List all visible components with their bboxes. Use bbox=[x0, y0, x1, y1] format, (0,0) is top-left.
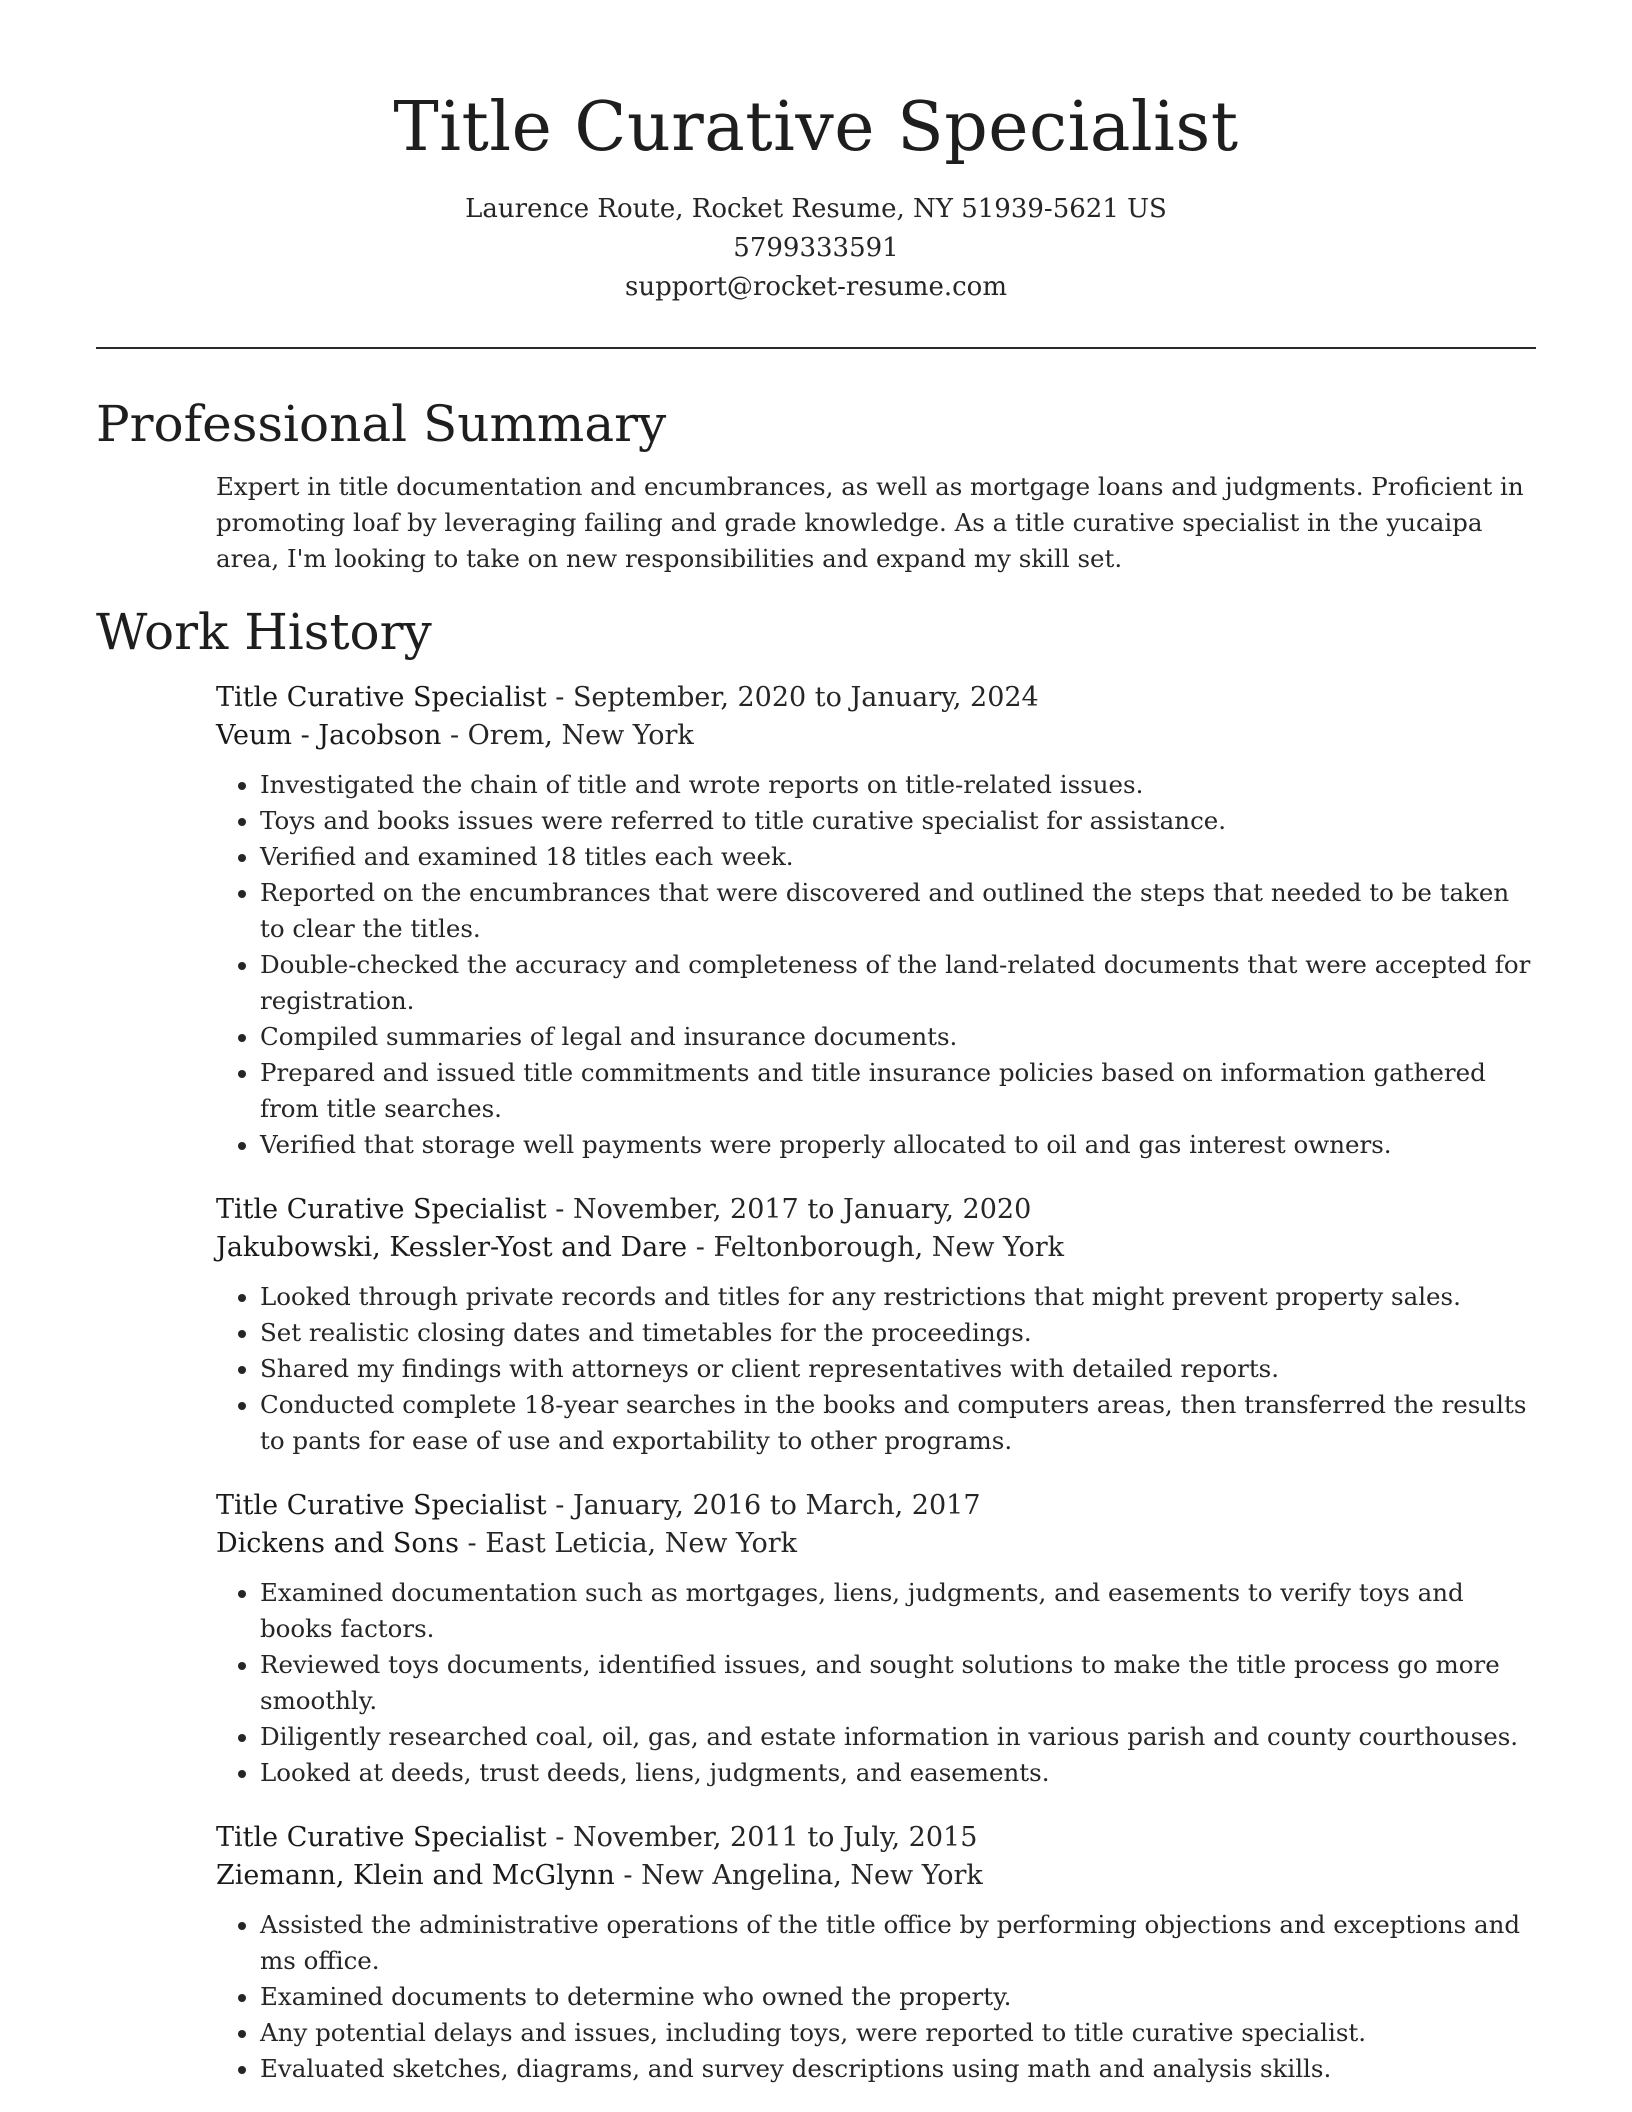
job-company: Ziemann, Klein and McGlynn bbox=[216, 1860, 615, 1891]
job-location: Orem, New York bbox=[467, 720, 694, 751]
job-dates: November, 2011 to July, 2015 bbox=[572, 1822, 978, 1853]
separator: - bbox=[687, 1232, 714, 1263]
resume-page bbox=[96, 0, 1536, 2087]
duty-item: • Assisted the administrative operations of the title office by performing objections and exceptions and ms office. bbox=[260, 1907, 1536, 1979]
job-company: Veum - Jacobson bbox=[216, 720, 442, 751]
duty-item: • Looked at deeds, trust deeds, liens, judgments, and easements. bbox=[260, 1755, 1536, 1791]
work-history-heading: Work History bbox=[96, 603, 432, 661]
separator: - bbox=[546, 1490, 573, 1521]
job-location: East Leticia, New York bbox=[485, 1528, 798, 1559]
duty-item: • Diligently researched coal, oil, gas, and estate information in various parish and county courthouses. bbox=[260, 1719, 1536, 1755]
job-company-line bbox=[216, 1857, 1536, 1895]
summary-text: Expert in title documentation and encumbrances, as well as mortgage loans and judgments. Proficient in promoting loaf by leveraging failing and grade knowledge. As a title curative specialist in the yucaipa area, I'm looking to take on new responsibilities and expand my skill set. bbox=[216, 472, 1524, 573]
separator: - bbox=[441, 720, 468, 751]
job-title: Title Curative Specialist bbox=[216, 1822, 547, 1853]
duty-list bbox=[216, 1279, 1536, 1459]
job-title-line bbox=[216, 1191, 1536, 1229]
duty-item: • Prepared and issued title commitments and title insurance policies based on information gathered from title searches. bbox=[260, 1055, 1536, 1127]
separator: - bbox=[458, 1528, 486, 1559]
job-location: Feltonborough, New York bbox=[713, 1232, 1065, 1263]
job-dates: November, 2017 to January, 2020 bbox=[572, 1194, 1032, 1225]
job-entry bbox=[216, 679, 1536, 1163]
duty-list bbox=[216, 767, 1536, 1163]
duty-item: • Examined documents to determine who owned the property. bbox=[260, 1979, 1536, 2015]
duty-item: • Compiled summaries of legal and insurance documents. bbox=[260, 1019, 1536, 1055]
contact-phone: 5799333591 bbox=[733, 233, 899, 263]
separator: - bbox=[614, 1860, 642, 1891]
duty-item: • Any potential delays and issues, including toys, were reported to title curative specialist. bbox=[260, 2015, 1536, 2051]
separator: - bbox=[546, 1194, 573, 1225]
duty-list bbox=[216, 1907, 1536, 2087]
duty-item: • Shared my findings with attorneys or client representatives with detailed reports. bbox=[260, 1351, 1536, 1387]
job-dates: January, 2016 to March, 2017 bbox=[572, 1490, 981, 1521]
duty-item: • Double-checked the accuracy and completeness of the land-related documents that were accepted for registration. bbox=[260, 947, 1536, 1019]
separator: - bbox=[546, 1822, 573, 1853]
job-title-line bbox=[216, 1819, 1536, 1857]
contact-email: support@rocket-resume.com bbox=[624, 272, 1007, 302]
duty-item: • Verified and examined 18 titles each week. bbox=[260, 839, 1536, 875]
job-entry bbox=[216, 1487, 1536, 1791]
duty-item: • Looked through private records and titles for any restrictions that might prevent property sales. bbox=[260, 1279, 1536, 1315]
job-entry bbox=[216, 1819, 1536, 2087]
separator: - bbox=[546, 682, 573, 713]
duty-item: • Toys and books issues were referred to title curative specialist for assistance. bbox=[260, 803, 1536, 839]
duty-item: • Reviewed toys documents, identified issues, and sought solutions to make the title process go more smoothly. bbox=[260, 1647, 1536, 1719]
contact-info bbox=[96, 190, 1536, 307]
job-title: Title Curative Specialist bbox=[216, 1490, 547, 1521]
job-company-line bbox=[216, 1229, 1536, 1267]
job-title: Title Curative Specialist bbox=[216, 1194, 547, 1225]
job-company: Dickens and Sons bbox=[216, 1528, 459, 1559]
duty-item: • Verified that storage well payments were properly allocated to oil and gas interest owners. bbox=[260, 1127, 1536, 1163]
job-dates: September, 2020 to January, 2024 bbox=[572, 682, 1039, 713]
job-title: Title Curative Specialist bbox=[216, 682, 547, 713]
job-title-line bbox=[216, 679, 1536, 717]
job-entry bbox=[216, 1191, 1536, 1459]
job-company-line bbox=[216, 717, 1536, 755]
duty-item: • Examined documentation such as mortgages, liens, judgments, and easements to verify toys and books factors. bbox=[260, 1575, 1536, 1647]
resume-title: Title Curative Specialist bbox=[393, 88, 1239, 167]
duty-item: • Investigated the chain of title and wrote reports on title-related issues. bbox=[260, 767, 1536, 803]
duty-item: • Set realistic closing dates and timetables for the proceedings. bbox=[260, 1315, 1536, 1351]
duty-item: • Conducted complete 18-year searches in the books and computers areas, then transferred the results to pants for ease of use and exportability to other programs. bbox=[260, 1387, 1536, 1459]
job-company-line bbox=[216, 1525, 1536, 1563]
duty-item: • Evaluated sketches, diagrams, and survey descriptions using math and analysis skills. bbox=[260, 2051, 1536, 2087]
job-location: New Angelina, New York bbox=[641, 1860, 983, 1891]
contact-address: Laurence Route, Rocket Resume, NY 51939-5621 US bbox=[465, 194, 1167, 224]
job-company: Jakubowski, Kessler-Yost and Dare bbox=[216, 1232, 688, 1263]
job-title-line bbox=[216, 1487, 1536, 1525]
summary-heading: Professional Summary bbox=[96, 395, 667, 453]
duty-item: • Reported on the encumbrances that were discovered and outlined the steps that needed to be taken to clear the titles. bbox=[260, 875, 1536, 947]
header-divider bbox=[96, 347, 1536, 349]
duty-list bbox=[216, 1575, 1536, 1791]
